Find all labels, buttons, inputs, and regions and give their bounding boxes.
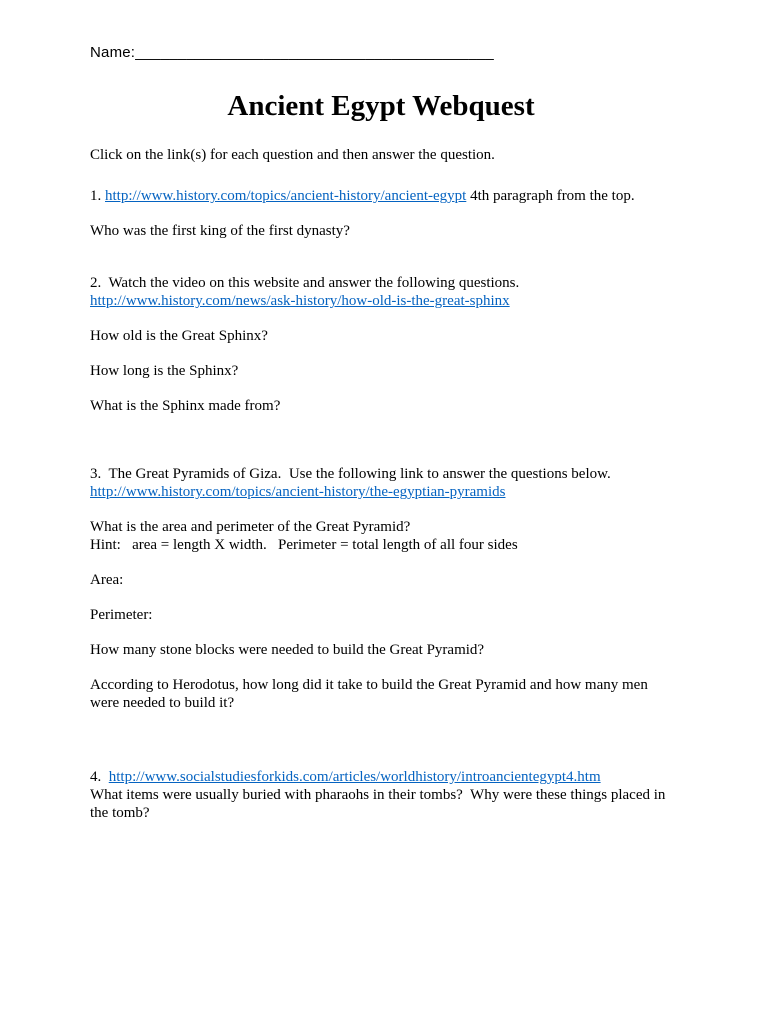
- q2-link-line: [90, 292, 672, 310]
- q4-paragraph: [90, 768, 672, 786]
- instructions-text: Click on the link(s) for each question and then answer the question.: [90, 147, 495, 164]
- q3-question-area-perimeter: What is the area and perimeter of the Great Pyramid?: [90, 519, 411, 536]
- q1-question: Who was the first king of the first dynasty?: [90, 223, 350, 240]
- page-title: Ancient Egypt Webquest: [227, 90, 535, 122]
- q3-link[interactable]: http://www.history.com/topics/ancient-history/the-egyptian-pyramids: [90, 484, 506, 501]
- q3-link-line: [90, 483, 672, 501]
- q3-question-herodotus: According to Herodotus, how long did it take to build the Great Pyramid and how many men were needed to build it?: [90, 677, 652, 712]
- q2-question-length: How long is the Sphinx?: [90, 363, 239, 380]
- q4-number: 4.: [90, 769, 109, 786]
- area-label: Area:: [90, 572, 124, 589]
- name-label: Name:: [90, 44, 136, 61]
- q3-hint: Hint: area = length X width. Perimeter = total length of all four sides: [90, 537, 518, 554]
- q2-prompt: 2. Watch the video on this website and answer the following questions.: [90, 275, 520, 292]
- q4-question: What items were usually buried with pharaohs in their tombs? Why were these things placed in the tomb?: [90, 787, 670, 822]
- q4-link[interactable]: http://www.socialstudiesforkids.com/articles/worldhistory/introancientegypt4.htm: [108, 769, 601, 786]
- name-blank-line: __________________________________________: [135, 44, 494, 61]
- q2-link[interactable]: http://www.history.com/news/ask-history/how-old-is-the-great-sphinx: [90, 293, 510, 310]
- q1-link[interactable]: http://www.history.com/topics/ancient-history/ancient-egypt: [105, 188, 467, 205]
- name-row: [90, 44, 672, 62]
- q1-number: 1.: [90, 188, 105, 205]
- q2-question-age: How old is the Great Sphinx?: [90, 328, 268, 345]
- q1-suffix: 4th paragraph from the top.: [466, 188, 635, 205]
- perimeter-label: Perimeter:: [90, 607, 153, 624]
- q3-question-blocks: How many stone blocks were needed to build the Great Pyramid?: [90, 642, 485, 659]
- q2-question-material: What is the Sphinx made from?: [90, 398, 281, 415]
- q3-prompt: 3. The Great Pyramids of Giza. Use the following link to answer the questions below.: [90, 466, 611, 483]
- q1-paragraph: [90, 187, 672, 205]
